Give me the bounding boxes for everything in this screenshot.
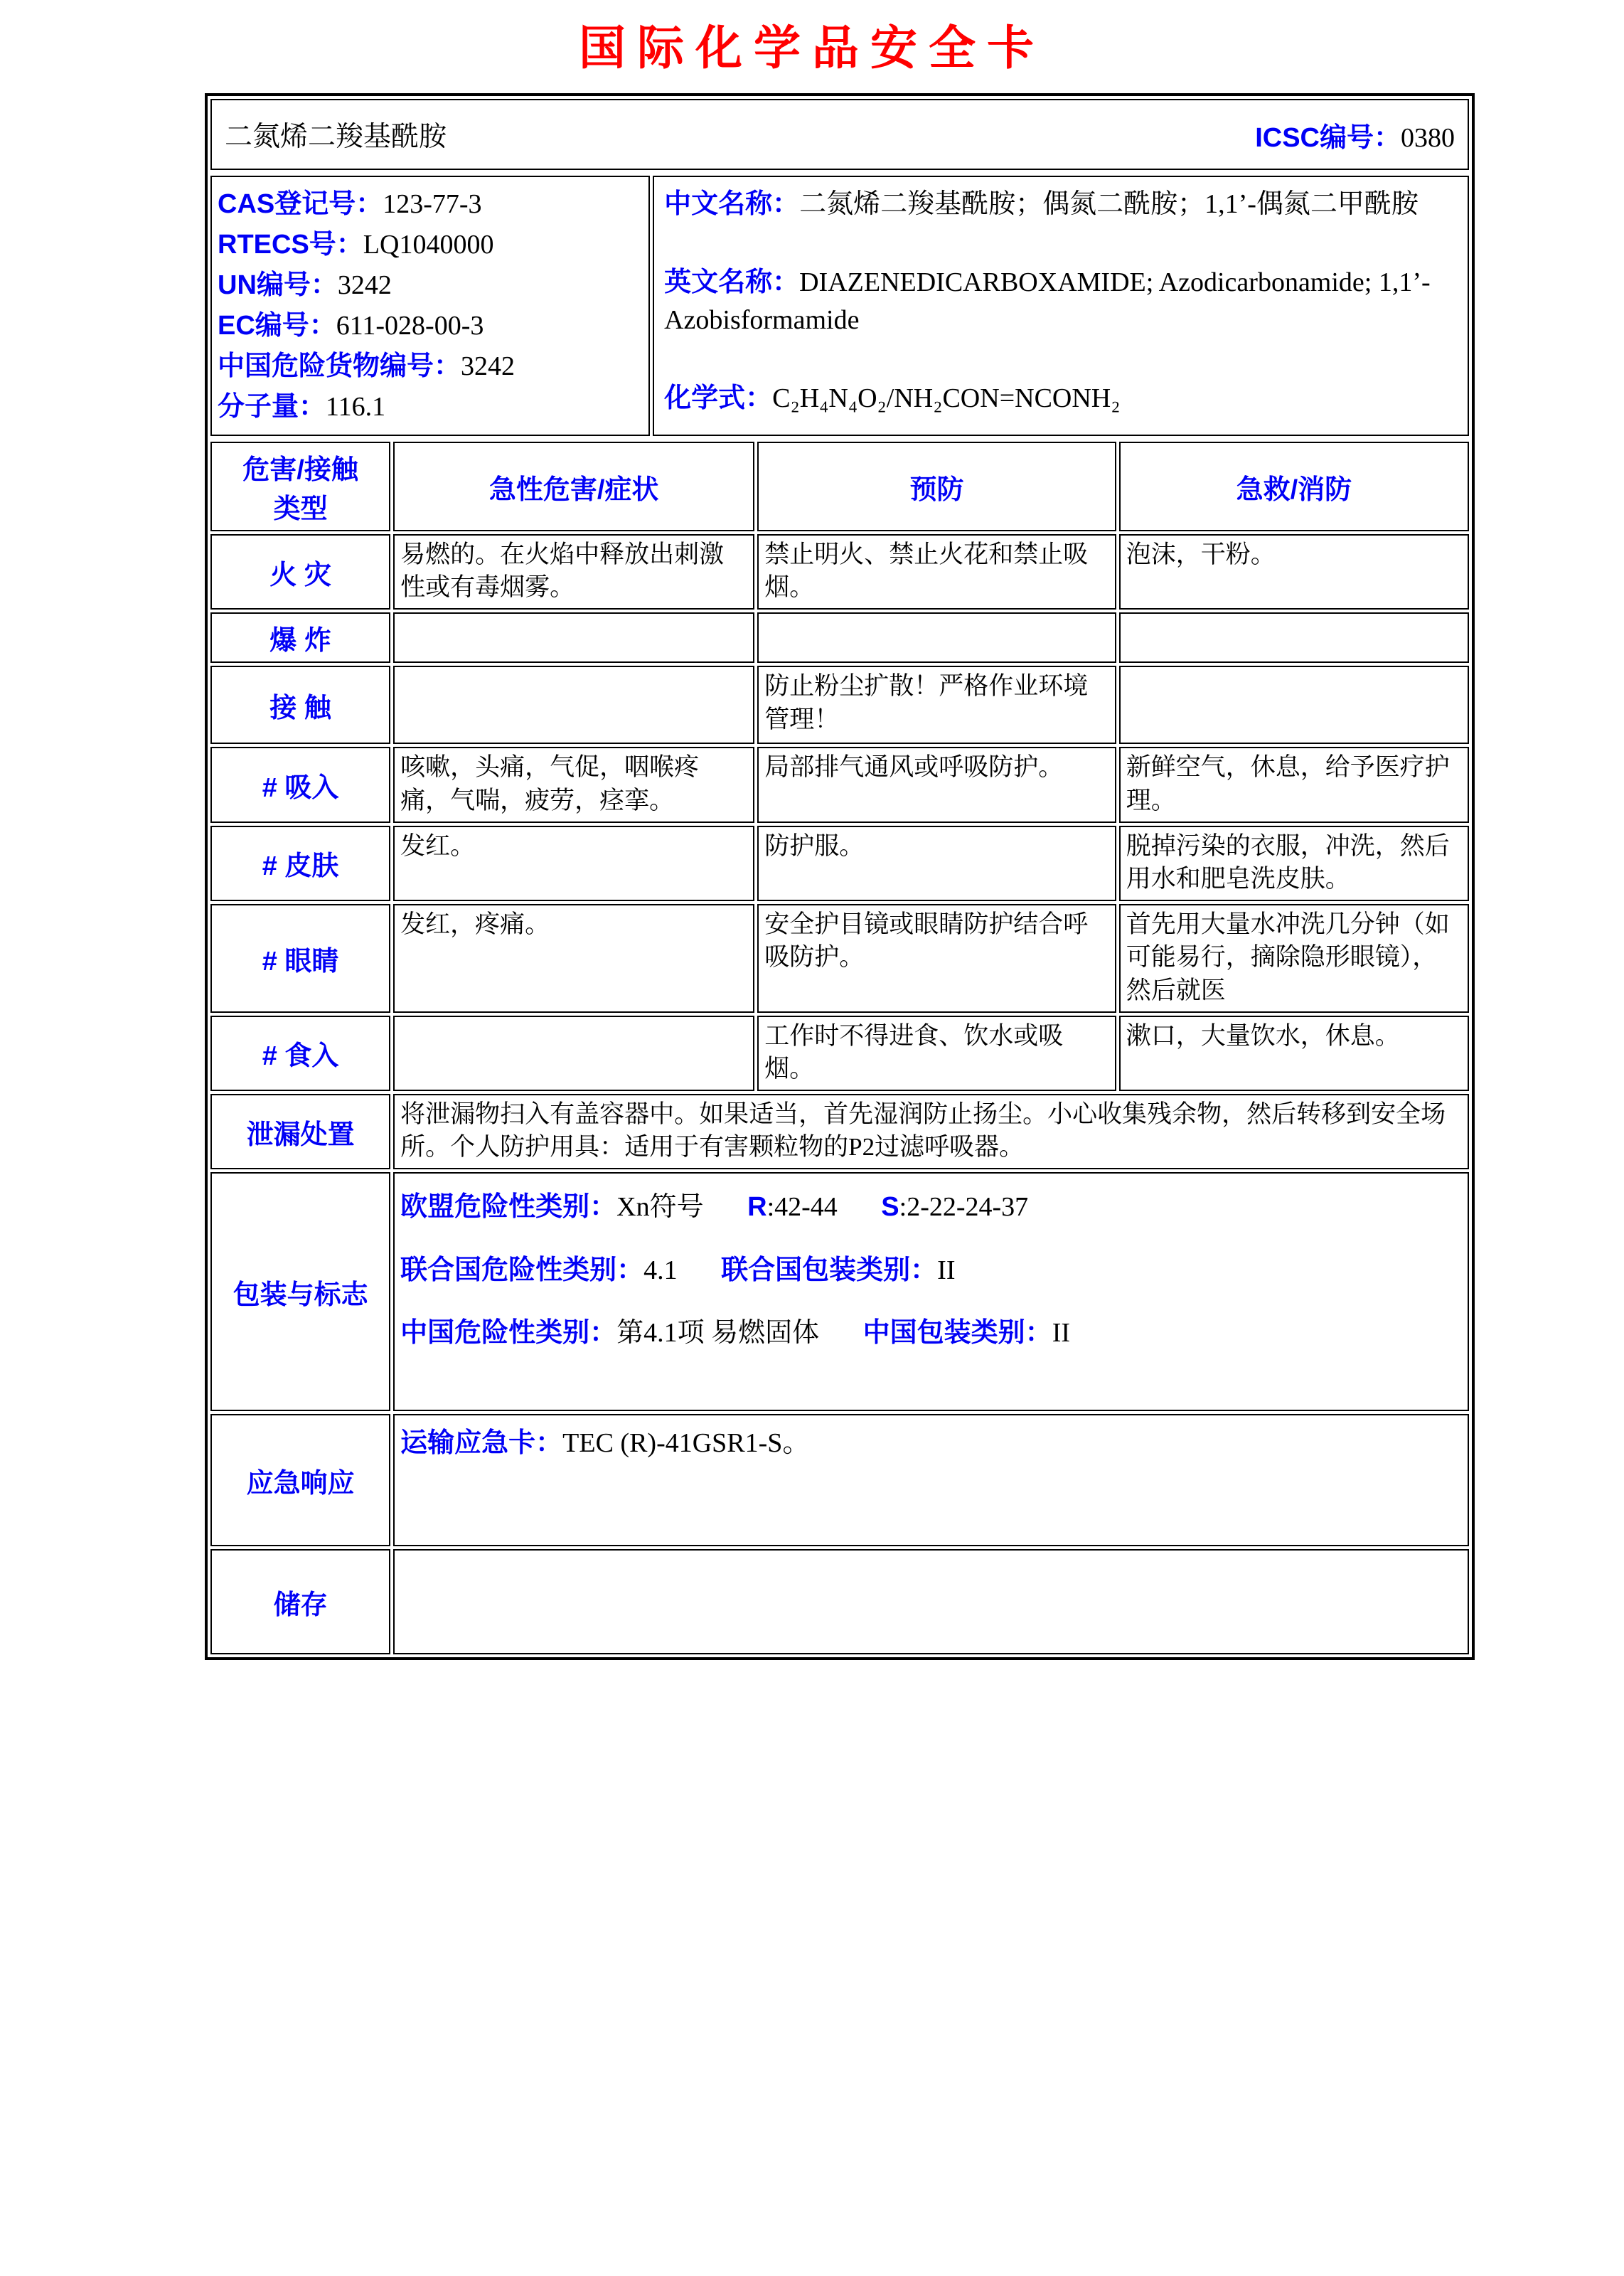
hazard-row-explosion — [210, 612, 1469, 663]
r-phrases-value: :42-44 — [766, 1192, 838, 1223]
row-label-ingestion: # 食入 — [210, 1016, 390, 1091]
eu-classification-line — [400, 1189, 1462, 1225]
cn-pack-label: 中国包装类别： — [862, 1317, 1052, 1348]
s-phrases-value: :2-22-24-37 — [899, 1192, 1029, 1223]
r-phrases-label: R — [747, 1192, 767, 1223]
column-header-type — [210, 442, 390, 531]
molecular-weight-value: 116.1 — [326, 392, 386, 422]
skin-symptoms: 发红。 — [393, 826, 754, 901]
names-cell — [653, 176, 1469, 436]
spill-text: 将泄漏物扫入有盖容器中。如果适当，首先湿润防止扬尘。小心收集残余物，然后转移到安全场所。个人防护用具：适用于有害颗粒物的P2过滤呼吸器。 — [393, 1094, 1469, 1169]
chinese-name-paragraph — [664, 186, 1459, 223]
eyes-response: 首先用大量水冲洗几分钟（如可能易行，摘除隐形眼镜），然后就医 — [1119, 904, 1469, 1013]
icsc-number: 0380 — [1401, 122, 1455, 153]
identity-section — [208, 173, 1472, 439]
header-row — [210, 99, 1469, 170]
row-label-skin: # 皮肤 — [210, 826, 390, 901]
icsc-number-group — [1255, 115, 1455, 154]
explosion-response — [1119, 612, 1469, 663]
explosion-prevention — [757, 612, 1116, 663]
cn-pack-pair — [863, 1318, 1070, 1348]
un-classification-line — [400, 1253, 1462, 1288]
cn-classification-line — [400, 1315, 1462, 1351]
storage-row — [210, 1549, 1469, 1654]
chinese-name-label: 中文名称： — [664, 189, 800, 219]
skin-prevention: 防护服。 — [757, 826, 1116, 901]
r-phrases-pair — [747, 1192, 838, 1222]
un-pack-pair — [721, 1255, 955, 1285]
cn-pack-value: II — [1052, 1317, 1070, 1348]
row-label-packaging: 包装与标志 — [210, 1172, 390, 1411]
icsc-label: ICSC编号： — [1255, 122, 1401, 153]
cas-value: 123-77-3 — [383, 189, 482, 219]
header-section — [208, 96, 1472, 173]
row-label-emergency: 应急响应 — [210, 1414, 390, 1546]
rtecs-number-line — [218, 225, 646, 265]
formula-value: C₂H₄N₄O₂/NH₂CON=NCONH₂ — [772, 383, 1121, 414]
transport-card-label: 运输应急卡： — [400, 1428, 563, 1459]
cn-class-value: 第4.1项 易燃固体 — [616, 1317, 820, 1348]
rtecs-value: LQ1040000 — [363, 230, 494, 260]
column-header-type-line1: 危害/接触 — [242, 455, 358, 485]
un-value: 3242 — [337, 270, 392, 300]
formula-label: 化学式： — [664, 383, 773, 414]
formula-paragraph — [664, 380, 1459, 417]
english-name-label: 英文名称： — [664, 267, 800, 298]
cas-label: CAS登记号： — [218, 189, 383, 219]
emergency-row — [210, 1414, 1469, 1546]
row-label-fire: 火 灾 — [210, 534, 390, 610]
row-label-storage: 储存 — [210, 1549, 390, 1654]
china-dg-number-line — [218, 346, 646, 387]
ingestion-prevention: 工作时不得进食、饮水或吸烟。 — [757, 1016, 1116, 1091]
china-dg-label: 中国危险货物编号： — [218, 351, 461, 381]
column-header-symptoms: 急性危害/症状 — [393, 442, 754, 531]
inhalation-response: 新鲜空气，休息，给予医疗护理。 — [1119, 747, 1469, 822]
un-class-pair — [400, 1255, 678, 1285]
inhalation-prevention: 局部排气通风或呼吸防护。 — [757, 747, 1116, 822]
emergency-content — [393, 1414, 1469, 1546]
china-dg-value: 3242 — [461, 351, 515, 381]
fire-response: 泡沫，干粉。 — [1119, 534, 1469, 610]
row-label-contact: 接 触 — [210, 666, 390, 744]
eu-class-label: 欧盟危险性类别： — [400, 1192, 617, 1223]
cn-class-pair — [400, 1318, 819, 1348]
page-title: 国际化学品安全卡 — [579, 23, 1045, 75]
contact-prevention: 防止粉尘扩散！严格作业环境管理！ — [757, 666, 1116, 744]
un-pack-value: II — [937, 1255, 956, 1285]
packaging-row — [210, 1172, 1469, 1411]
eu-class-pair — [400, 1192, 703, 1222]
header-cell — [210, 99, 1469, 170]
header-flex — [225, 115, 1455, 154]
skin-response: 脱掉污染的衣服，冲洗，然后用水和肥皂洗皮肤。 — [1119, 826, 1469, 901]
contact-response — [1119, 666, 1469, 744]
english-name-paragraph — [664, 264, 1459, 339]
contact-symptoms — [393, 666, 754, 744]
hazard-row-fire — [210, 534, 1469, 610]
s-phrases-pair — [881, 1192, 1028, 1222]
inhalation-symptoms: 咳嗽，头痛，气促，咽喉疼痛，气喘，疲劳，痉挛。 — [393, 747, 754, 822]
hazard-row-eyes — [210, 904, 1469, 1013]
un-class-value: 4.1 — [643, 1255, 678, 1285]
identity-row — [210, 176, 1469, 436]
fire-symptoms: 易燃的。在火焰中释放出刺激性或有毒烟雾。 — [393, 534, 754, 610]
ec-value: 611-028-00-3 — [336, 311, 484, 341]
row-label-eyes: # 眼睛 — [210, 904, 390, 1013]
ec-label: EC编号： — [218, 311, 336, 341]
eyes-symptoms: 发红，疼痛。 — [393, 904, 754, 1013]
english-name-value: DIAZENEDICARBOXAMIDE; Azodicarbonamide; 1,1’-Azobisformamide — [664, 267, 1431, 335]
cas-number-line — [218, 184, 646, 225]
chinese-name-value: 二氮烯二羧基酰胺；偶氮二酰胺；1,1’-偶氮二甲酰胺 — [799, 189, 1419, 219]
column-header-firstaid: 急救/消防 — [1119, 442, 1469, 531]
hazard-row-skin — [210, 826, 1469, 901]
ingestion-response: 漱口，大量饮水，休息。 — [1119, 1016, 1469, 1091]
hazard-row-inhalation — [210, 747, 1469, 822]
un-class-label: 联合国危险性类别： — [400, 1255, 644, 1285]
cn-class-label: 中国危险性类别： — [400, 1317, 617, 1348]
s-phrases-label: S — [881, 1192, 899, 1223]
explosion-symptoms — [393, 612, 754, 663]
eu-class-value: Xn符号 — [616, 1192, 704, 1223]
row-label-explosion: 爆 炸 — [210, 612, 390, 663]
substance-name: 二氮烯二羧基酰胺 — [225, 122, 447, 152]
row-label-inhalation: # 吸入 — [210, 747, 390, 822]
rtecs-label: RTECS号： — [218, 230, 363, 260]
transport-card-value: TEC (R)-41GSR1-S。 — [562, 1428, 810, 1459]
hazard-table — [208, 439, 1472, 1657]
spill-row — [210, 1094, 1469, 1169]
fire-prevention: 禁止明火、禁止火花和禁止吸烟。 — [757, 534, 1116, 610]
hazard-row-ingestion — [210, 1016, 1469, 1091]
un-pack-label: 联合国包装类别： — [721, 1255, 938, 1285]
row-label-spill: 泄漏处置 — [210, 1094, 390, 1169]
un-number-line — [218, 265, 646, 306]
ec-number-line — [218, 306, 646, 346]
molecular-weight-label: 分子量： — [218, 392, 326, 422]
hazard-row-contact — [210, 666, 1469, 744]
packaging-content — [393, 1172, 1469, 1411]
molecular-weight-line — [218, 387, 646, 427]
ingestion-symptoms — [393, 1016, 754, 1091]
storage-content — [393, 1549, 1469, 1654]
column-header-type-line2: 类型 — [273, 494, 328, 524]
identifiers-cell — [210, 176, 650, 436]
safety-card — [205, 93, 1475, 1660]
hazard-header-row — [210, 442, 1469, 531]
eyes-prevention: 安全护目镜或眼睛防护结合呼吸防护。 — [757, 904, 1116, 1013]
column-header-prevention: 预防 — [757, 442, 1116, 531]
un-label: UN编号： — [218, 270, 338, 300]
